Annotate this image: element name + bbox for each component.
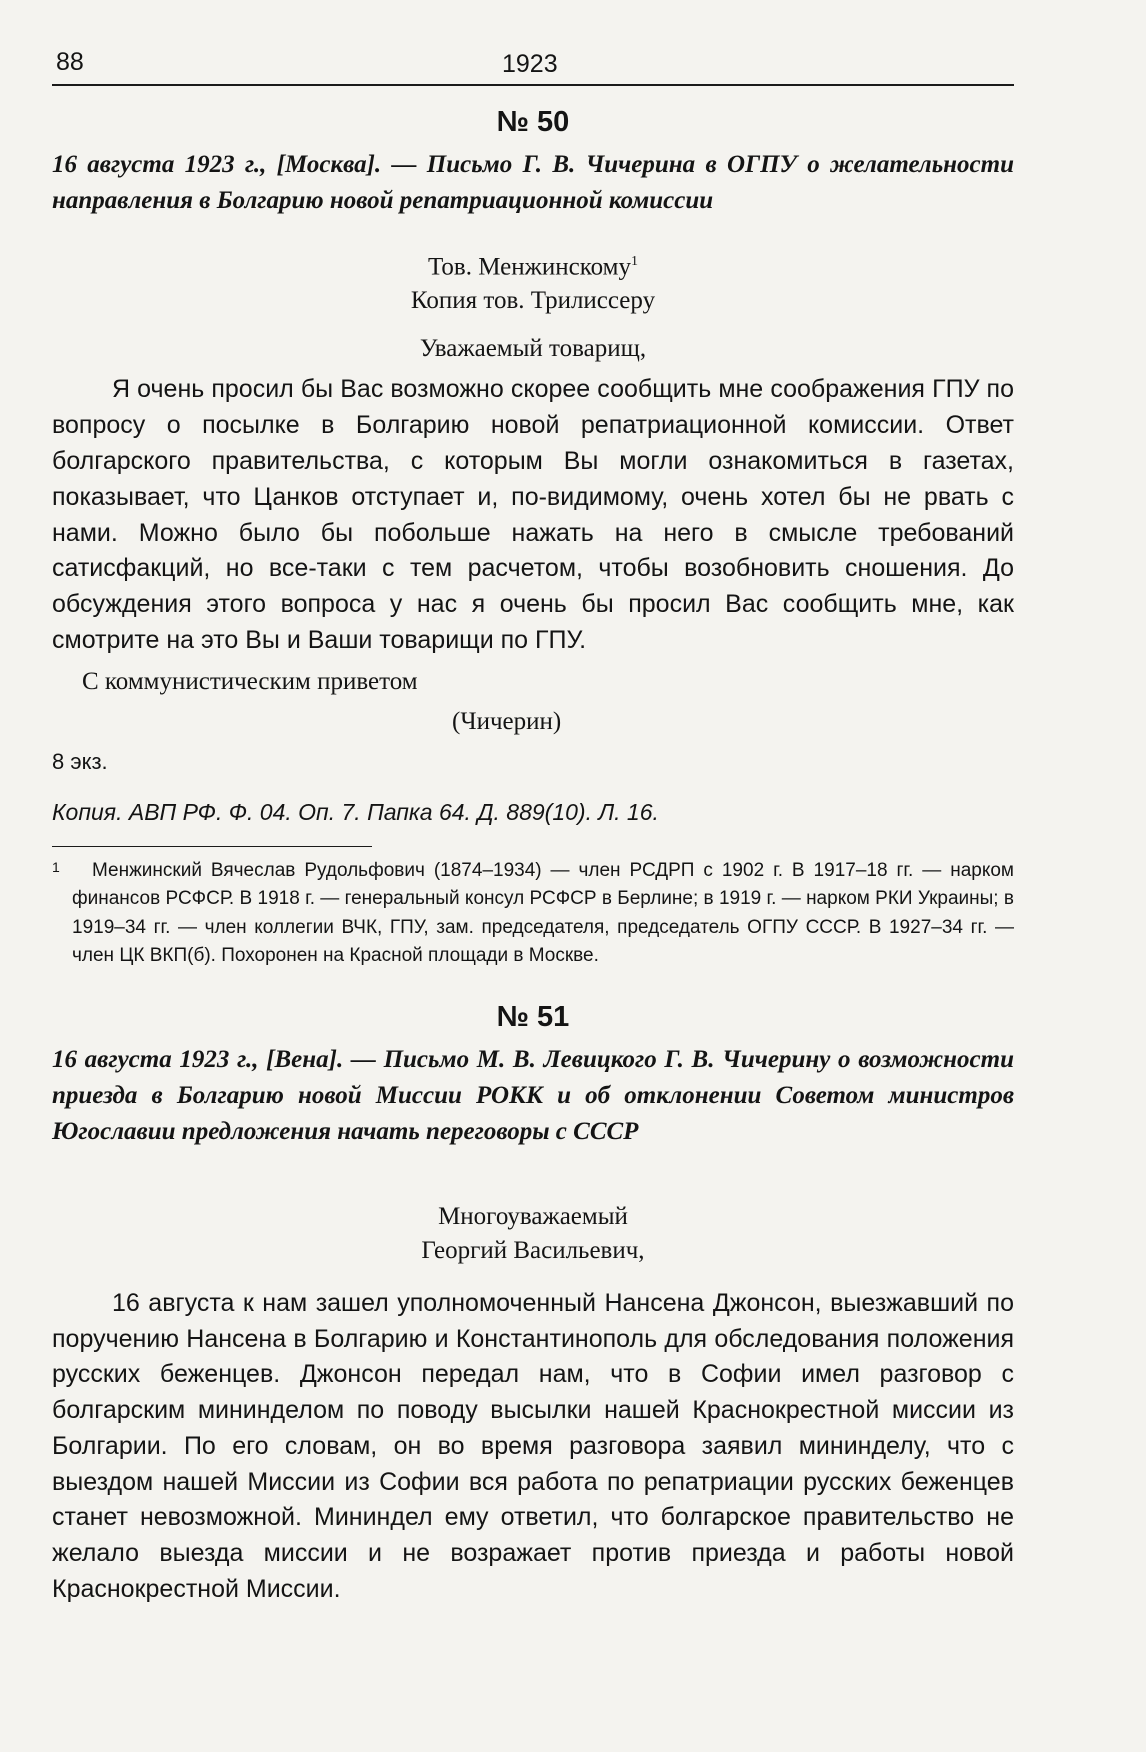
doc-50-heading: 16 августа 1923 г., [Москва]. — Письмо Г. В. Чичерина в ОГПУ о желательности направления в Болгарию новой репатриационной комиссии <box>52 151 1014 214</box>
footnote-mark: 1 <box>52 858 60 875</box>
footnote-divider <box>52 846 372 847</box>
doc-51-salutation <box>52 1200 1014 1268</box>
copies-count: 8 экз. <box>52 748 108 774</box>
doc-50-salutation: Уважаемый товарищ, <box>419 335 647 363</box>
doc-51-number: № 51 <box>496 1000 570 1033</box>
doc-50-number: № 50 <box>496 106 570 138</box>
doc-51-heading: 16 августа 1923 г., [Вена]. — Письмо М. В. Левицкого Г. В. Чичерину о возможности приезда в Болгарию новой Миссии РОКК и об отклонении Советом министров Югославии предложения начать переговоры с СССР <box>52 1045 1014 1145</box>
doc-50-addressee <box>52 245 1014 318</box>
doc-51-body: 16 августа к нам зашел уполномоченный Нансена Джонсон, выезжавший по поручению Нансена в Болгарию и Константинополь для обследования положения русских беженцев. Джонсон передал нам, что в Софии имел разговор с болгарским мининделом по поводу высылки нашей Краснокрестной миссии из Болгарии. По его словам, он во время разговора заявил мининделу, что с выездом нашей Миссии из Софии вся работа по репатриации русских беженцев станет невозможной. Мининдел ему ответил, что болгарское правительство не желало выезда миссии и не возражает против приезда и работы новой Краснокрестной Миссии. <box>52 1288 1014 1604</box>
addressee-line-1 <box>52 245 1014 284</box>
salutation-line-1: Многоуважаемый <box>438 1202 628 1230</box>
doc-50-body: Я очень просил бы Вас возможно скорее сообщить мне соображения ГПУ по вопросу о посылке в Болгарию новой репатриационной комиссии. Ответ болгарского правительства, с которым Вы могли ознакомиться в газетах, показывает, что Цанков отступает и, по-видимому, очень хотел бы не рвать с нами. Можно было бы побольше нажать на него в смысле требований сатисфакций, но все-таки с тем расчетом, чтобы возобновить сношения. До обсуждения этого вопроса у нас я очень бы просил Вас сообщить мне, как смотрите на это Вы и Ваши товарищи по ГПУ. <box>52 375 1014 654</box>
addressee-name: Тов. Менжинскому <box>428 253 631 281</box>
page-number: 88 <box>56 48 84 76</box>
footnote-text: Менжинский Вячеслав Рудольфович (1874–1934) — член РСДРП с 1902 г. В 1917–18 гг. — нарком финансов РСФСР. В 1918 г. — генеральный консул РСФСР в Берлине; в 1919 г. — нарком РКИ Украины; в 1919–34 гг. — член коллегии ВЧК, ГПУ, зам. председателя, председатель ОГПУ СССР. В 1927–34 гг. — член ЦК ВКП(б). Похоронен на Красной площади в Москве. <box>72 859 1014 967</box>
addressee-line-2: Копия тов. Трилиссеру <box>410 287 656 315</box>
closing-greeting: С коммунистическим приветом <box>82 667 418 695</box>
salutation-line-2: Георгий Васильевич, <box>421 1236 645 1264</box>
footnote <box>52 857 1014 971</box>
running-head-year: 1923 <box>502 50 558 78</box>
footnote-ref: 1 <box>630 254 638 269</box>
doc-50-closing <box>52 665 1014 739</box>
archive-reference: Копия. АВП РФ. Ф. 04. Оп. 7. Папка 64. Д. 889(10). Л. 16. <box>52 798 659 825</box>
running-head <box>52 44 1014 86</box>
signature: (Чичерин) <box>452 707 562 735</box>
